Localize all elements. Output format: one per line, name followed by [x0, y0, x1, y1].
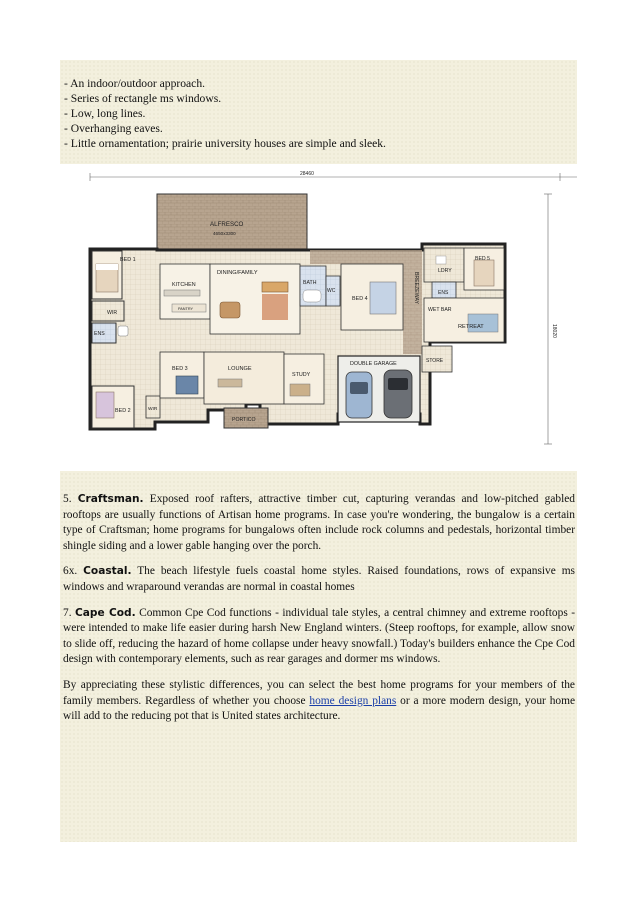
- label-alfresco: ALFRESCO: [210, 221, 244, 228]
- list-item: - Little ornamentation; prairie university houses are simple and sleek.: [64, 137, 386, 150]
- floor-plan-figure: [60, 164, 577, 471]
- prairie-features-list: [64, 76, 574, 151]
- section-heading: Craftsman.: [77, 493, 144, 505]
- label-bed3: BED 3: [172, 366, 188, 372]
- label-double-garage: DOUBLE GARAGE: [350, 361, 397, 367]
- label-ens-1: ENS: [94, 331, 105, 337]
- label-bed5: BED 5: [475, 256, 490, 262]
- floor-plan-drawing: [60, 164, 577, 471]
- label-ens-2: ENS: [438, 290, 449, 296]
- label-kitchen: KITCHEN: [172, 282, 196, 288]
- label-wir-2: WIR: [148, 407, 158, 412]
- section-heading: Cape Cod.: [75, 606, 136, 619]
- list-item: - An indoor/outdoor approach.: [64, 77, 206, 90]
- label-pantry: PANTRY: [178, 307, 194, 311]
- paragraph-cape-cod: [63, 606, 575, 668]
- dimension-right: 18020: [551, 324, 557, 338]
- paragraph-closing: [63, 678, 575, 725]
- section-number: 6x.: [63, 565, 84, 578]
- section-heading: Coastal.: [83, 565, 132, 578]
- label-bath: BATH: [303, 280, 317, 286]
- label-bed4: BED 4: [352, 296, 368, 302]
- label-bed2: BED 2: [115, 408, 131, 414]
- section-body: The beach lifestyle fuels coastal home styles. Raised foundations, rows of expansive ms windows and wraparound verandas are normal in coastal homes: [63, 565, 575, 593]
- document-page: [60, 60, 577, 842]
- label-portico: PORTICO: [232, 417, 256, 423]
- list-item: - Series of rectangle ms windows.: [64, 92, 222, 105]
- dimension-top: 28460: [300, 171, 314, 177]
- label-study: STUDY: [292, 372, 311, 378]
- label-breezeway: BREEZEWAY: [413, 272, 419, 304]
- paragraph-craftsman: [63, 492, 575, 554]
- label-ldry: LDRY: [438, 268, 452, 274]
- label-alfresco-size: 4650x3300: [213, 231, 236, 236]
- label-dining-family: DINING/FAMILY: [217, 270, 258, 276]
- list-item: - Low, long lines.: [64, 107, 146, 120]
- list-item: - Overhanging eaves.: [64, 122, 163, 135]
- label-wc: WC: [327, 288, 336, 294]
- section-number: 7.: [63, 606, 75, 619]
- label-wir-1: WIR: [107, 310, 118, 316]
- home-design-plans-link[interactable]: home design plans: [309, 694, 397, 707]
- section-number: 5.: [63, 493, 78, 505]
- closing-text-end: or a more modern design, your home will add to the reducing pot that is United states architecture.: [63, 694, 575, 723]
- section-body: Common Cpe Cod functions - individual tale styles, a central chimney and extreme rooftops - were intended to make life easier during harsh New England winters. (Steep rooftops, for example, allow snow to slide off, reducing the hazard of home collapse under heavy snowfall.) Today's builders enhance the Cpe Cod design with contemporary elements, such as rear garages and dormer ms windows.: [63, 606, 575, 666]
- label-wet-bar: WET BAR: [428, 307, 452, 313]
- closing-text: By appreciating these stylistic differences, you can select the best home programs for your members of the family members. Regardless of whether you choose: [63, 678, 575, 707]
- label-lounge: LOUNGE: [228, 366, 252, 372]
- section-body: Exposed roof rafters, attractive timber cut, capturing verandas and low-pitched gabled rooftops are usually functions of Artisan home programs. In case you're wondering, the bungalow is a certain type of Craftsman; home programs for bungalows often include rock columns and pedestals, horizontal timber shingle siding and a lower gable hanging over the porch.: [63, 493, 575, 552]
- label-bed1: BED 1: [120, 257, 136, 263]
- label-retreat: RETREAT: [458, 324, 484, 330]
- body-text: [63, 492, 575, 735]
- paragraph-coastal: [63, 564, 575, 595]
- label-store: STORE: [426, 358, 444, 364]
